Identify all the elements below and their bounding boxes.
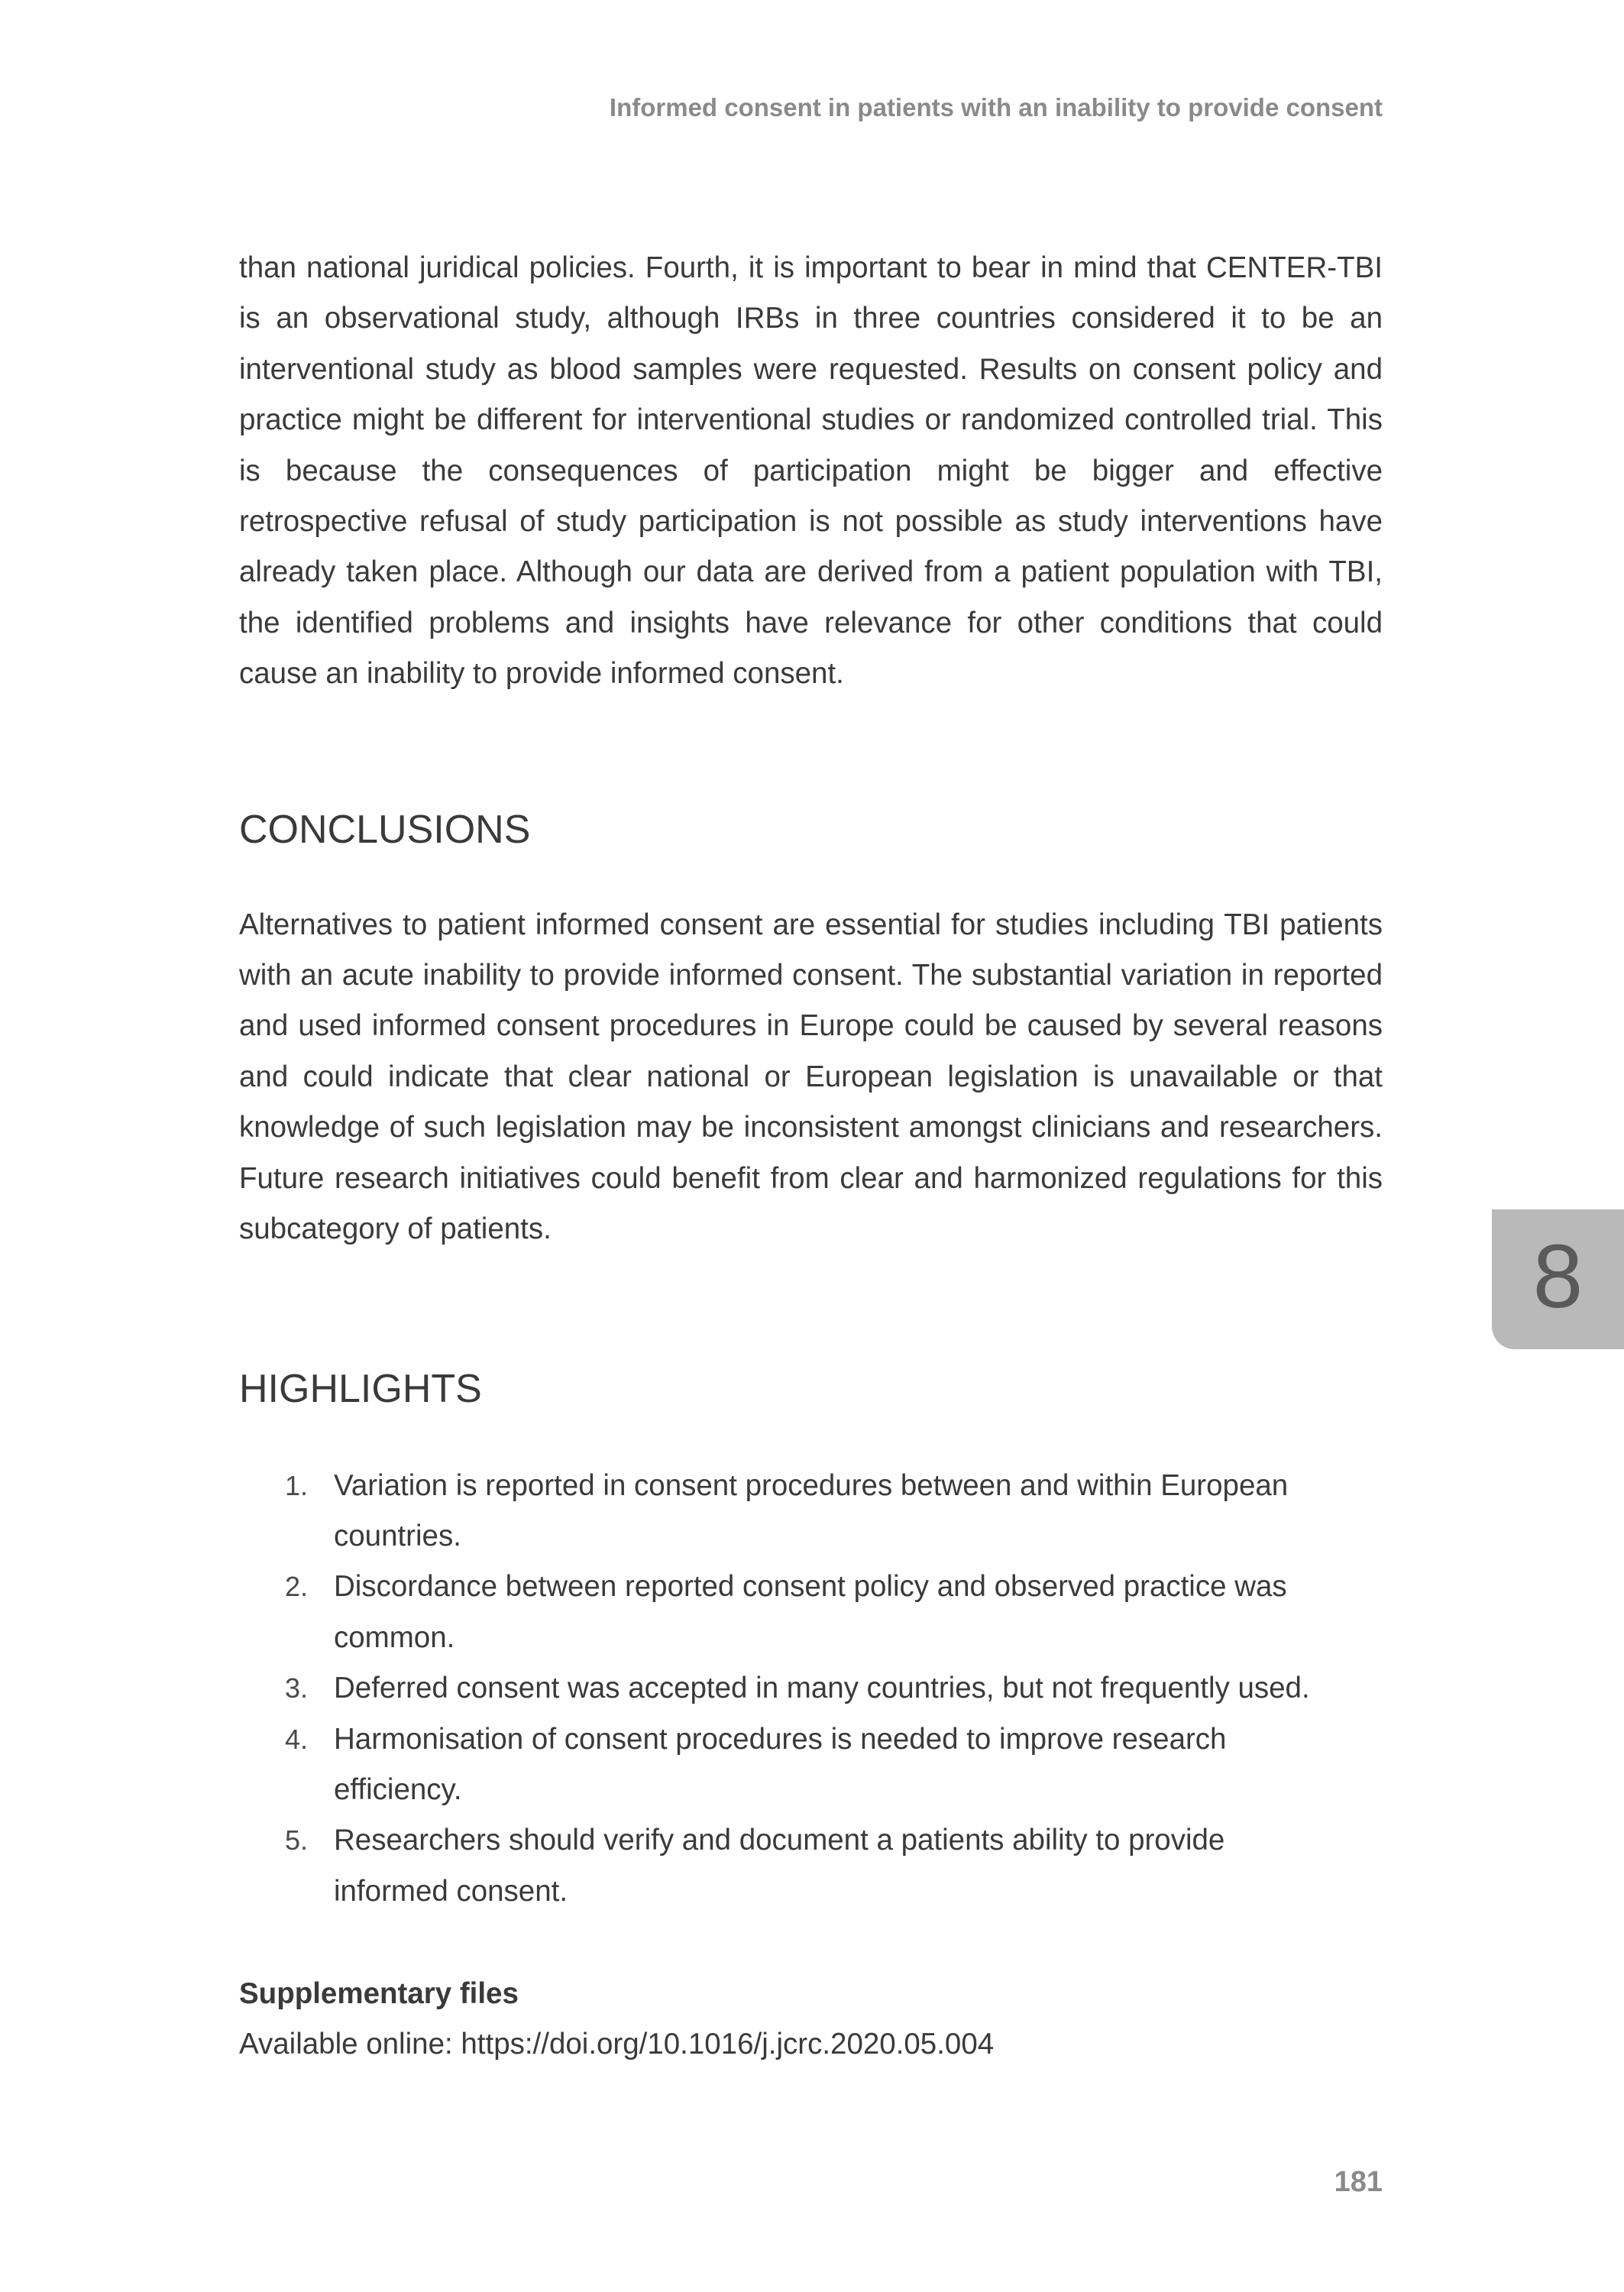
intro-paragraph: than national juridical policies. Fourth, it is important to bear in mind that CENTER-TBI is an observational study, although IRBs in three countries considered it to be an interventional study as blood samples were requested. Results on consent policy and practice might be different for interventional studies or randomized controlled trial. This is because the consequences of participation might be bigger and effective retrospective refusal of study participation is not possible as study interventions have already taken place. Although our data are derived from a patient population with TBI, the identified problems and insights have relevance for other conditions that could cause an inability to provide informed consent. [239,251,1383,691]
highlight-item [239,1663,1339,1714]
supplementary-link[interactable]: Available online: https://doi.org/10.1016/j.jcrc.2020.05.004 [239,2028,995,2061]
highlights-heading: HIGHLIGHTS [239,1366,482,1411]
highlight-number: 4. [285,1723,309,1755]
highlight-item [239,1815,1339,1917]
page-content [239,243,1383,2070]
highlight-number: 1. [285,1469,309,1501]
page-number: 181 [1334,2166,1383,2198]
supplementary-title: Supplementary files [239,1977,519,2011]
chapter-number: 8 [1532,1226,1584,1327]
conclusions-heading: CONCLUSIONS [239,807,531,852]
highlight-number: 3. [285,1672,309,1704]
highlight-item [239,1461,1339,1562]
conclusions-paragraph: Alternatives to patient informed consent are essential for studies including TBI patients with an acute inability to provide informed consent. The substantial variation in reported and used informed consent procedures in Europe could be caused by several reasons and could indicate that clear national or European legislation is unavailable or that knowledge of such legislation may be inconsistent amongst clinicians and researchers. Future research initiatives could benefit from clear and harmonized regulations for this subcategory of patients. [239,908,1383,1246]
chapter-tab [1492,1209,1624,1349]
running-header: Informed consent in patients with an inability to provide consent [609,93,1383,121]
highlight-text: Deferred consent was accepted in many countries, but not frequently used. [334,1672,1310,1705]
highlight-text: Variation is reported in consent procedures between and within European countries. [334,1468,1289,1552]
highlight-text: Researchers should verify and document a patients ability to provide informed consent. [334,1824,1225,1908]
highlight-item [239,1714,1339,1816]
highlight-item [239,1562,1339,1663]
highlight-number: 5. [285,1824,309,1857]
highlight-text: Discordance between reported consent policy and observed practice was common. [334,1570,1287,1654]
highlight-text: Harmonisation of consent procedures is needed to improve research efficiency. [334,1722,1227,1806]
highlights-list [239,1461,1339,1918]
highlight-number: 2. [285,1571,309,1603]
